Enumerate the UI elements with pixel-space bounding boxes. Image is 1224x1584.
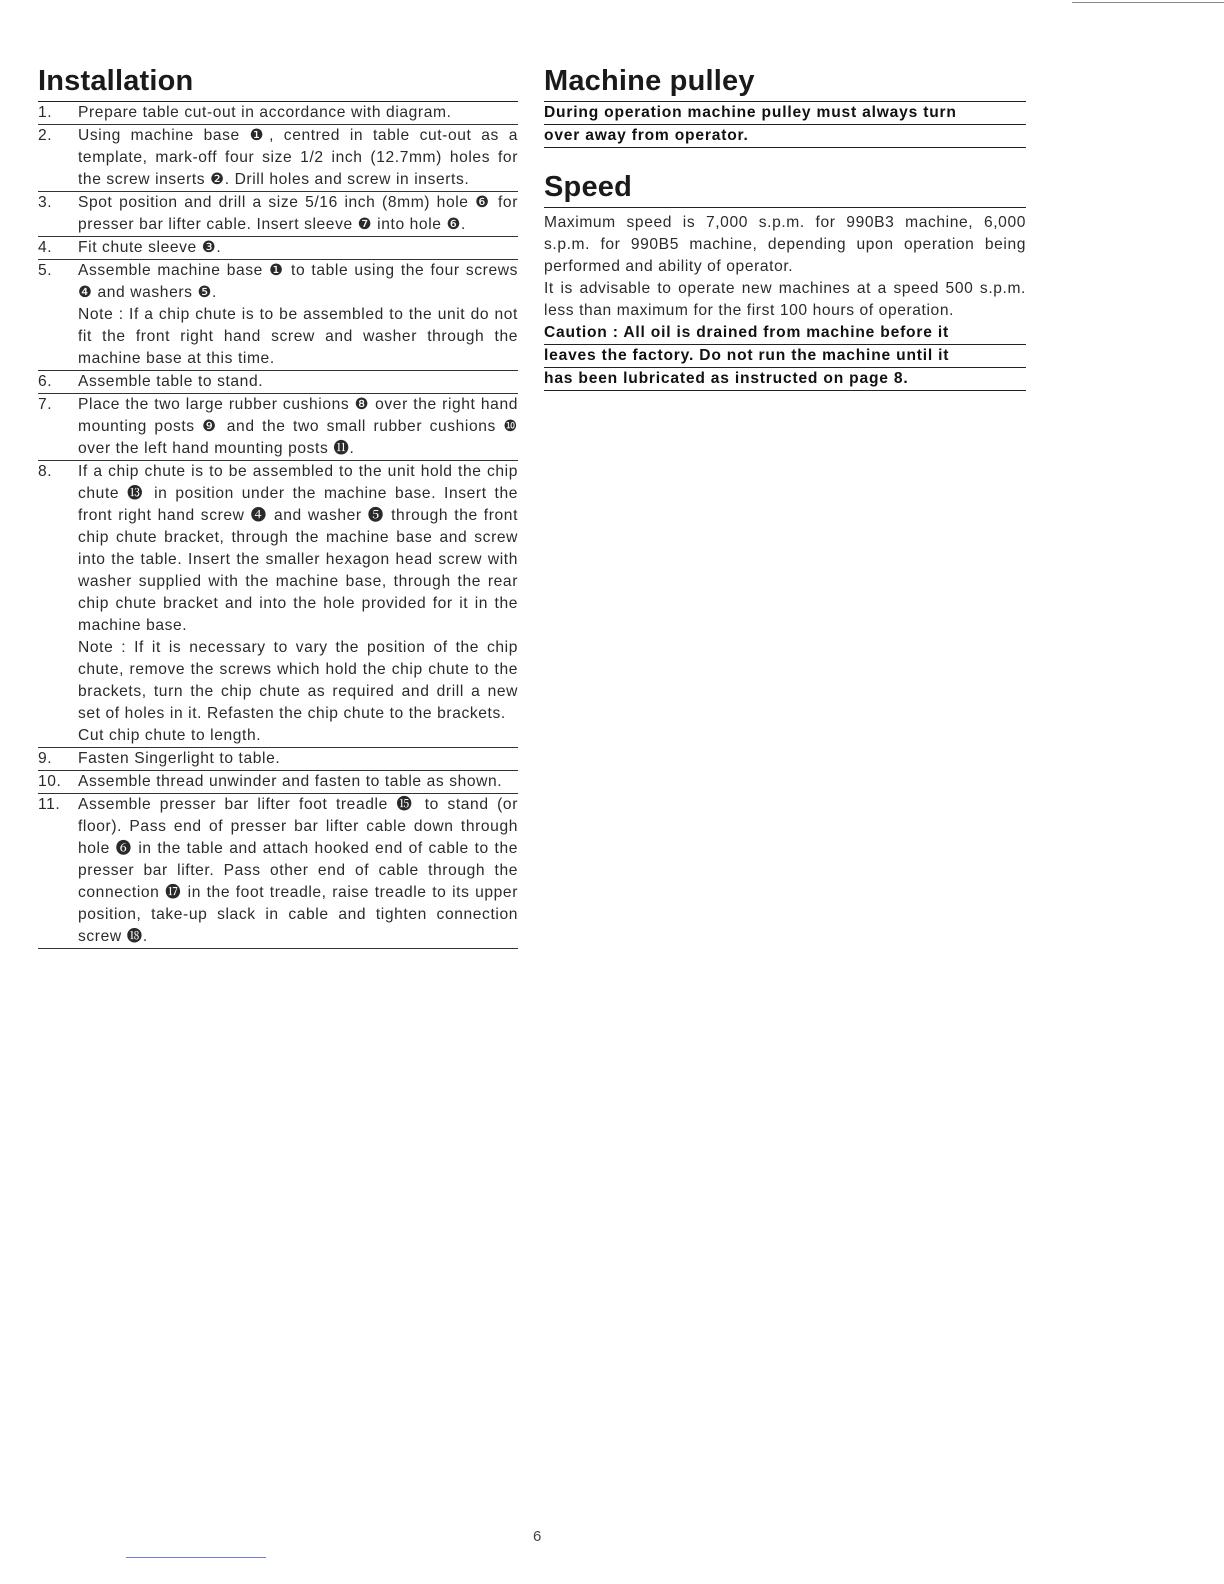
step-number: 6. xyxy=(38,373,53,390)
machine-pulley-warning xyxy=(544,102,1026,148)
step-number: 8. xyxy=(38,463,53,480)
step-note: Note : If it is necessary to vary the position of the chip chute, remove the screws which hold the chip chute to the brackets, turn the chip chute as required and drill a new set of holes in it. Refasten the chip chute to the brackets. xyxy=(78,639,518,722)
warning-line: over away from operator. xyxy=(544,125,1026,148)
step-text: Using machine base ❶, centred in table cut-out as a template, mark-off four size 1/2 inch (12.7mm) holes for the screw inserts ❷. Drill holes and screw in inserts. xyxy=(78,127,518,188)
step-body xyxy=(78,394,518,460)
warning-line: During operation machine pulley must always turn xyxy=(544,102,1026,125)
installation-steps xyxy=(38,102,518,949)
page-number: 6 xyxy=(533,1528,542,1545)
installation-step xyxy=(38,371,518,394)
step-body xyxy=(78,102,518,124)
step-body xyxy=(78,748,518,770)
caution-line: leaves the factory. Do not run the machine until it xyxy=(544,345,1026,368)
installation-step xyxy=(38,192,518,237)
speed-title: Speed xyxy=(544,168,1026,208)
step-body xyxy=(78,260,518,370)
step-number: 1. xyxy=(38,104,53,121)
step-extra: Cut chip chute to length. xyxy=(78,727,262,744)
caution-line: has been lubricated as instructed on page 8. xyxy=(544,368,1026,391)
step-body xyxy=(78,237,518,259)
step-number: 9. xyxy=(38,750,53,767)
caution-block xyxy=(544,322,1026,391)
step-body xyxy=(78,371,518,393)
step-number: 5. xyxy=(38,262,53,279)
installation-step xyxy=(38,260,518,371)
installation-step xyxy=(38,102,518,125)
installation-step xyxy=(38,125,518,192)
step-text: Assemble thread unwinder and fasten to table as shown. xyxy=(78,773,503,790)
step-body xyxy=(78,125,518,191)
step-text: Place the two large rubber cushions ❽ over the right hand mounting posts ❾ and the two small rubber cushions ❿ over the left hand mounting posts ⓫. xyxy=(78,396,518,457)
installation-step xyxy=(38,394,518,461)
step-body xyxy=(78,794,518,948)
speed-paragraph: Maximum speed is 7,000 s.p.m. for 990B3 machine, 6,000 s.p.m. for 990B5 machine, depending upon operation being performed and ability of operator. xyxy=(544,214,1026,275)
step-body xyxy=(78,192,518,236)
step-number: 3. xyxy=(38,194,53,211)
step-text: Assemble table to stand. xyxy=(78,373,264,390)
step-number: 2. xyxy=(38,127,53,144)
step-text: Fasten Singerlight to table. xyxy=(78,750,281,767)
step-number: 4. xyxy=(38,239,53,256)
machine-pulley-title: Machine pulley xyxy=(544,62,1026,102)
installation-step xyxy=(38,771,518,794)
step-body xyxy=(78,461,518,747)
right-column xyxy=(544,62,1026,391)
step-text: Spot position and drill a size 5/16 inch (8mm) hole ❻ for presser bar lifter cable. Insert sleeve ❼ into hole ❻. xyxy=(78,194,518,233)
step-number: 7. xyxy=(38,396,53,413)
step-text: Fit chute sleeve ❸. xyxy=(78,239,222,256)
step-body xyxy=(78,771,518,793)
footer-rule xyxy=(126,1557,266,1558)
step-text: Assemble presser bar lifter foot treadle ⓯ to stand (or floor). Pass end of presser bar lifter cable down through hole ❻ in the table and attach hooked end of cable to the presser bar lifter. Pass other end of cable through the connection ⓱ in the foot treadle, raise treadle to its upper position, take-up slack in cable and tighten connection screw ⓲. xyxy=(78,796,518,945)
caution-line: Caution : All oil is drained from machine before it xyxy=(544,322,1026,345)
step-text: Assemble machine base ❶ to table using the four screws ❹ and washers ❺. xyxy=(78,262,518,301)
installation-step xyxy=(38,461,518,748)
step-text: If a chip chute is to be assembled to the unit hold the chip chute ⓭ in position under the machine base. Insert the front right hand screw ❹ and washer ❺ through the front chip chute bracket, through the machine base and screw into the table. Insert the smaller hexagon head screw with washer supplied with the machine base, through the rear chip chute bracket and into the hole provided for it in the machine base. xyxy=(78,463,518,634)
step-number: 10. xyxy=(38,773,62,790)
step-text: Prepare table cut-out in accordance with diagram. xyxy=(78,104,452,121)
speed-advice-paragraph: It is advisable to operate new machines at a speed 500 s.p.m. less than maximum for the first 100 hours of operation. xyxy=(544,280,1026,319)
installation-step xyxy=(38,748,518,771)
installation-step xyxy=(38,237,518,260)
installation-section xyxy=(38,62,518,949)
top-edge-rule xyxy=(1072,2,1224,3)
step-note: Note : If a chip chute is to be assembled to the unit do not fit the front right hand screw and washer through the machine base at this time. xyxy=(78,306,518,367)
installation-step xyxy=(38,794,518,949)
step-number: 11. xyxy=(38,796,61,813)
installation-title: Installation xyxy=(38,62,518,102)
